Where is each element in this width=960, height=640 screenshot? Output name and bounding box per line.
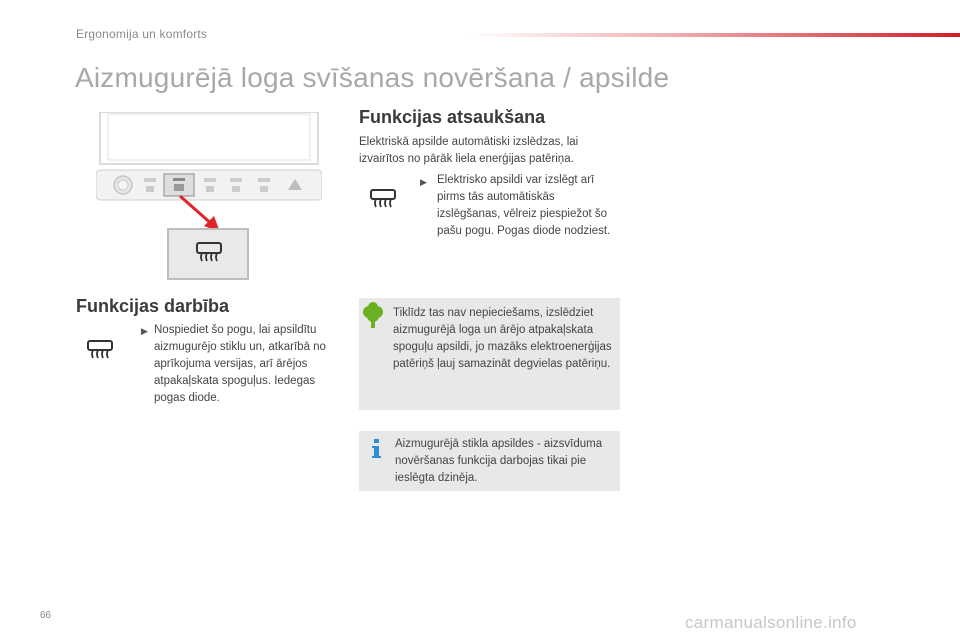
cancel-text: Elektrisko apsildi var izslēgt arī pirms tās automātiskās izslēgšanas, vēlreiz piespiežot šo pašu pogu. Pogas diode nodziest. — [437, 174, 611, 237]
cancel-heading: Funkcijas atsaukšana — [359, 107, 546, 127]
zoomed-button-illustration — [167, 228, 249, 280]
page-title: Aizmugurējā loga svīšanas novēršana / apsilde — [75, 62, 670, 93]
page-number: 66 — [40, 610, 52, 621]
section-header: Ergonomija un komforts — [76, 27, 208, 41]
rear-defrost-icon — [194, 240, 224, 266]
rear-defrost-icon — [368, 188, 398, 210]
tree-icon — [362, 302, 384, 330]
operation-text: Nospiediet šo pogu, lai apsildītu aizmugurējo stiklu un, atkarībā no aprīkojuma versijas, arī ārējos atpakaļskata spoguļus. Iedegas pogas diode. — [154, 324, 326, 404]
info-note-text: Aizmugurējā stikla apsildes - aizsvīduma novēršanas funkcija darbojas tikai pie ieslēgta dzinēja. — [395, 438, 603, 484]
eco-note-text: Tiklīdz tas nav nepieciešams, izslēdziet aizmugurējā loga un ārējo atpakaļskata spoguļu apsildi, jo mazāks elektroenerģijas patēriņš ļauj samazināt degvielas patēriņu. — [393, 307, 612, 370]
rear-defrost-icon — [85, 339, 115, 361]
info-note-box — [359, 431, 620, 491]
bullet-marker: ▶ — [420, 177, 427, 187]
dashboard-illustration — [96, 112, 322, 204]
bullet-marker: ▶ — [141, 326, 148, 336]
operation-heading: Funkcijas darbība — [76, 296, 230, 316]
info-icon — [371, 438, 383, 460]
header-rule — [470, 33, 960, 37]
watermark: carmanualsonline.info — [685, 613, 857, 632]
eco-note-box — [359, 298, 620, 410]
cancel-intro-text: Elektriskā apsilde automātiski izslēdzas, lai izvairītos no pārāk liela enerģijas patēriņa. — [359, 136, 579, 165]
